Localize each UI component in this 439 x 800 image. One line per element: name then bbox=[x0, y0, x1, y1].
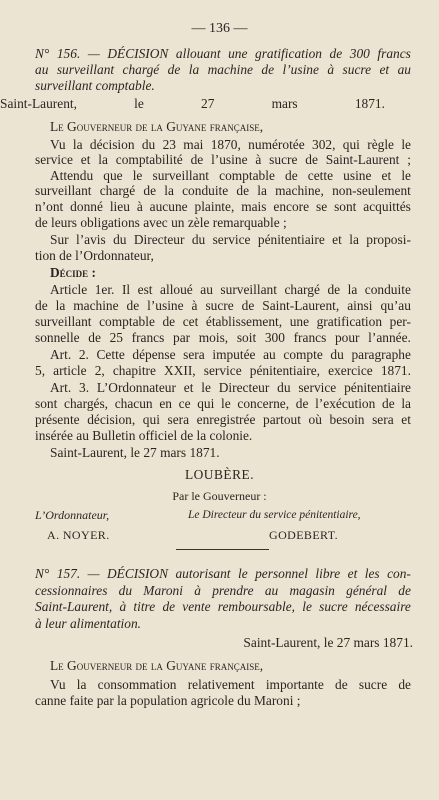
page-number: — 136 — bbox=[191, 21, 248, 36]
decision-157-title-line-1: N° 157. — DÉCISION autorisant le personnel libre et les con- bbox=[35, 566, 411, 581]
decision-156-line-7: de leurs obligations avec un zèle remarquable ; bbox=[35, 215, 287, 230]
decision-156-line-5: surveillant chargé de la conduite de la machine, non-seulement bbox=[35, 183, 411, 198]
decision-156-line-18: sont chargés, chacun en ce qui le concerne, de l’exécution de la bbox=[35, 396, 411, 411]
right-signatory-role: Le Directeur du service pénitentiaire, bbox=[188, 509, 361, 521]
decision-156-line-4: Attendu que le surveillant comptable de cette usine et le bbox=[50, 168, 411, 183]
decision-157-dateline: Saint-Laurent, le 27 mars 1871. bbox=[243, 635, 413, 650]
decision-157-line-3: canne faite par la population agricole du Maroni ; bbox=[35, 693, 301, 708]
decision-156-line-12: de la machine de l’usine à sucre de Saint-Laurent, ainsi qu’au bbox=[35, 298, 411, 313]
decision-156-line-8: Sur l’avis du Directeur du service pénitentiaire et la proposi- bbox=[50, 232, 411, 247]
decision-156-dateline: Saint-Laurent, le 27 mars 1871. bbox=[0, 96, 385, 111]
decision-156-line-16: 5, article 2, chapitre XXII, service pénitentiaire, exercice 1871. bbox=[35, 363, 411, 378]
decision-156-line-3: service et la comptabilité de l’usine à sucre de Saint-Laurent ; bbox=[35, 152, 411, 167]
decision-156-title-line-1: N° 156. — DÉCISION allouant une gratification de 300 francs bbox=[35, 46, 411, 61]
decision-157-line-1: Le Gouverneur de la Guyane française, bbox=[50, 658, 264, 673]
right-signatory-name: GODEBERT. bbox=[269, 528, 338, 542]
decision-156-line-2: Vu la décision du 23 mai 1870, numérotée 302, qui règle le bbox=[50, 137, 411, 152]
decision-156-line-9: tion de l’Ordonnateur, bbox=[35, 248, 154, 263]
decision-156-line-14: sonnelle de 25 francs par mois, soit 300 francs pour l’année. bbox=[35, 330, 411, 345]
decision-156-title-line-3: surveillant comptable. bbox=[35, 78, 155, 93]
left-signatory-role: L’Ordonnateur, bbox=[35, 508, 110, 522]
decision-156-line-13: surveillant comptable de cet établissement, une gratification per- bbox=[35, 314, 411, 329]
decision-156-line-17: Art. 3. L’Ordonnateur et le Directeur du service pénitentiaire bbox=[50, 380, 411, 395]
decision-157-title-line-4: à leur alimentation. bbox=[35, 616, 142, 631]
decision-156-line-6: n’ont donné lieu à aucune plainte, mais encore se sont acquittés bbox=[35, 199, 411, 214]
section-divider bbox=[176, 549, 269, 550]
decision-157-title-line-3: Saint-Laurent, à titre de vente remboursable, le sucre nécessaire bbox=[35, 599, 411, 614]
decision-156-line-15: Art. 2. Cette dépense sera imputée au compte du paragraphe bbox=[50, 347, 411, 362]
signatory-name: LOUBÈRE. bbox=[184, 467, 255, 482]
decision-156-line-1: Le Gouverneur de la Guyane française, bbox=[50, 119, 264, 134]
by-order-of-governor: Par le Gouverneur : bbox=[172, 489, 267, 503]
decision-156-title-line-2: au surveillant chargé de la machine de l’usine à sucre et au bbox=[35, 62, 411, 77]
left-signatory-name: A. NOYER. bbox=[47, 528, 110, 542]
decision-156-line-11: Article 1er. Il est alloué au surveillant chargé de la conduite bbox=[50, 282, 411, 297]
decision-156-line-20: insérée au Bulletin officiel de la colonie. bbox=[35, 428, 253, 443]
decision-156-closing-date: Saint-Laurent, le 27 mars 1871. bbox=[50, 445, 220, 460]
decision-156-decide: Décide : bbox=[50, 265, 96, 280]
decision-156-line-19: présente décision, qui sera enregistrée partout où besoin sera et bbox=[35, 412, 411, 427]
decision-157-title-line-2: cessionnaires du Maroni à prendre au magasin général de bbox=[35, 583, 411, 598]
decision-157-line-2: Vu la consommation relativement importante de sucre de bbox=[50, 677, 411, 692]
